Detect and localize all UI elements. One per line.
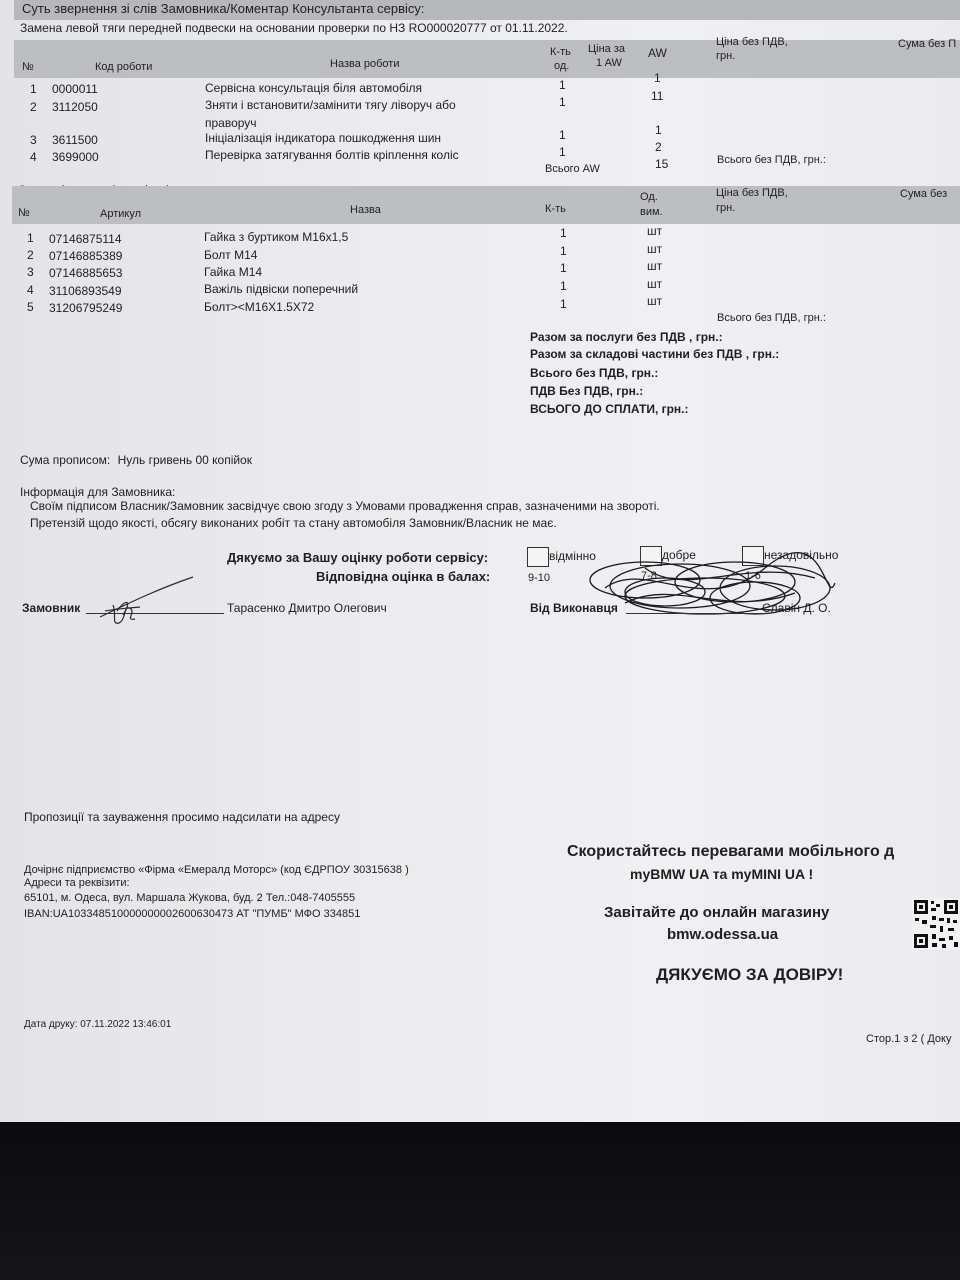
scribble-signature-icon	[585, 548, 845, 628]
address-text: 65101, м. Одеса, вул. Маршала Жукова, буд. 2 Тел.:048-7405555	[24, 892, 356, 904]
row-qty: 1	[560, 297, 567, 311]
score-bad: 1-6	[745, 570, 761, 582]
option-label: незадовільно	[764, 548, 839, 563]
row-num: 3	[30, 133, 37, 147]
rating-score-label: Відповідна оцінка в балах:	[316, 569, 491, 584]
qr-code-icon[interactable]	[912, 898, 960, 950]
parts-col-article: Артикул	[100, 208, 142, 220]
services-col-sum-novat: Сума без П	[898, 38, 957, 50]
services-total-aw: 15	[655, 157, 669, 171]
row-article: 07146885653	[49, 266, 123, 280]
customer-info-line1: Своїм підписом Власник/Замовник засвідчує свою згоду з Умовами провадження справ, зазначеними на звороті.	[30, 499, 660, 513]
services-total-aw-label: Всього AW	[545, 163, 600, 175]
row-num: 4	[27, 283, 34, 297]
total-novat: Всього без ПДВ, грн.:	[530, 366, 659, 380]
row-name: Гайка M14	[204, 265, 263, 279]
row-aw: 1	[654, 71, 661, 85]
services-col-num: №	[22, 61, 34, 73]
services-header-bar	[14, 40, 960, 78]
customer-info-line2: Претензій щодо якості, обсягу виконаних робіт та стану автомобіля Замовник/Власник не має.	[30, 516, 557, 530]
executor-name: Славін Д. О.	[762, 601, 831, 615]
total-vat: ПДВ Без ПДВ, грн.:	[530, 384, 644, 398]
row-name: Сервісна консультація біля автомобіля	[205, 81, 422, 95]
customer-signature-label: Замовник	[22, 601, 81, 615]
row-code: 3611500	[52, 133, 98, 147]
option-label: відмінно	[549, 549, 596, 564]
parts-col-num: №	[18, 207, 30, 219]
row-unit: шт	[647, 242, 663, 256]
complaint-text: Замена левой тяги передней подвески на основании проверки по НЗ RO000020777 от 01.11.2022.	[20, 21, 568, 35]
row-qty: 1	[559, 78, 566, 92]
row-unit: шт	[647, 277, 663, 291]
total-parts: Разом за складові частини без ПДВ , грн.:	[530, 347, 780, 361]
suggestions-text: Пропозиції та зауваження просимо надсилати на адресу	[24, 810, 340, 824]
customer-name: Тарасенко Дмитро Олегович	[227, 601, 387, 615]
row-aw: 1	[655, 123, 662, 137]
score-excellent: 9-10	[528, 572, 551, 584]
print-date: Дата друку: 07.11.2022 13:46:01	[24, 1019, 172, 1030]
row-num: 5	[27, 300, 34, 314]
shop-line1: Завітайте до онлайн магазину	[604, 904, 830, 921]
row-num: 2	[27, 248, 34, 262]
row-name: Ініціалізація індикатора пошкодження шин	[205, 131, 442, 145]
row-article: 07146885389	[49, 249, 123, 263]
row-article: 31206795249	[49, 301, 123, 315]
services-col-price-novat-2: грн.	[716, 50, 736, 62]
executor-signature-line	[626, 613, 766, 614]
iban-text: IBAN:UA103348510000000002600630473 АТ "ПУМБ" МФО 334851	[24, 908, 361, 920]
parts-col-sum-novat: Сума без	[900, 188, 948, 200]
row-qty: 1	[560, 261, 567, 275]
customer-info-title: Інформація для Замовника:	[20, 485, 176, 499]
row-num: 3	[27, 265, 34, 279]
services-col-aw: AW	[648, 46, 667, 60]
row-aw: 11	[651, 89, 664, 103]
row-qty: 1	[559, 145, 566, 159]
row-unit: шт	[647, 259, 663, 273]
row-name: Болт><M16X1.5X72	[204, 300, 315, 314]
dark-background	[0, 1122, 960, 1280]
row-qty: 1	[559, 128, 566, 142]
parts-col-name: Назва	[350, 204, 381, 216]
parts-total-label: Всього без ПДВ, грн.:	[717, 312, 826, 324]
thanks-for-trust: ДЯКУЄМО ЗА ДОВІРУ!	[656, 965, 844, 984]
grand-total: ВСЬОГО ДО СПЛАТИ, грн.:	[530, 402, 689, 416]
row-name-cont: праворуч	[205, 116, 257, 130]
row-num: 1	[30, 82, 37, 96]
row-name: Гайка з буртиком M16x1,5	[204, 230, 349, 244]
row-article: 07146875114	[49, 232, 122, 246]
row-num: 2	[30, 100, 37, 114]
parts-header-bar	[12, 186, 960, 224]
row-num: 4	[30, 150, 37, 164]
services-col-price-1: Ціна за	[588, 43, 625, 55]
services-col-name: Назва роботи	[330, 58, 400, 70]
services-col-price-novat-1: Ціна без ПДВ,	[716, 36, 788, 48]
row-code: 0000011	[52, 82, 98, 96]
row-name: Важіль підвіски поперечний	[204, 282, 359, 296]
parts-col-price-novat-2: грн.	[716, 202, 736, 214]
option-label: добре	[662, 548, 696, 563]
parts-col-unit-2: вим.	[640, 206, 663, 218]
services-col-qty-1: К-ть	[550, 46, 571, 58]
parts-col-price-novat-1: Ціна без ПДВ,	[716, 187, 788, 199]
row-unit: шт	[647, 294, 663, 308]
score-good: 7-8	[641, 570, 657, 582]
shop-link[interactable]: bmw.odessa.ua	[667, 926, 779, 943]
rating-thanks: Дякуємо за Вашу оцінку роботи сервісу:	[227, 550, 489, 565]
checkbox-excellent[interactable]	[527, 547, 549, 567]
services-col-price-2: 1 AW	[596, 57, 622, 69]
complaint-section-title: Суть звернення зі слів Замовника/Коментар Консультанта сервісу:	[22, 1, 425, 16]
row-code: 3112050	[52, 100, 98, 114]
total-services: Разом за послуги без ПДВ , грн.:	[530, 330, 723, 344]
promo-line1: Скористайтесь перевагами мобільного д	[567, 843, 895, 860]
row-article: 31106893549	[49, 284, 122, 298]
company-name: Дочірнє підприємство «Фірма «Емералд Моторс» (код ЄДРПОУ 30315638 )	[24, 864, 409, 876]
customer-signature-icon	[95, 575, 195, 630]
sum-words	[20, 453, 252, 467]
row-qty: 1	[559, 95, 566, 109]
services-col-qty-2: од.	[554, 60, 570, 72]
row-name: Болт M14	[204, 248, 258, 262]
row-num: 1	[27, 231, 34, 245]
services-col-code: Код роботи	[95, 61, 153, 73]
row-qty: 1	[560, 226, 567, 240]
row-aw: 2	[655, 140, 662, 154]
executor-signature-label: Від Виконавця	[530, 601, 618, 615]
page-number: Стор.1 з 2 ( Доку	[866, 1033, 952, 1045]
row-qty: 1	[560, 244, 567, 258]
sum-words-label: Сума прописом:	[20, 453, 111, 467]
row-unit: шт	[647, 224, 663, 238]
parts-col-unit-1: Од.	[640, 191, 658, 203]
row-name: Зняти і встановити/замінити тягу ліворуч або	[205, 98, 456, 112]
parts-col-qty: К-ть	[545, 203, 566, 215]
row-name: Перевірка затягування болтів кріплення коліс	[205, 148, 459, 162]
address-label: Адреси та реквізити:	[24, 877, 130, 889]
services-total-label: Всього без ПДВ, грн.:	[717, 154, 826, 166]
sum-words-value: Нуль гривень 00 копійок	[117, 453, 252, 467]
row-qty: 1	[560, 279, 567, 293]
promo-line2: myBMW UA та myMINI UA !	[630, 866, 814, 882]
row-code: 3699000	[52, 150, 99, 164]
